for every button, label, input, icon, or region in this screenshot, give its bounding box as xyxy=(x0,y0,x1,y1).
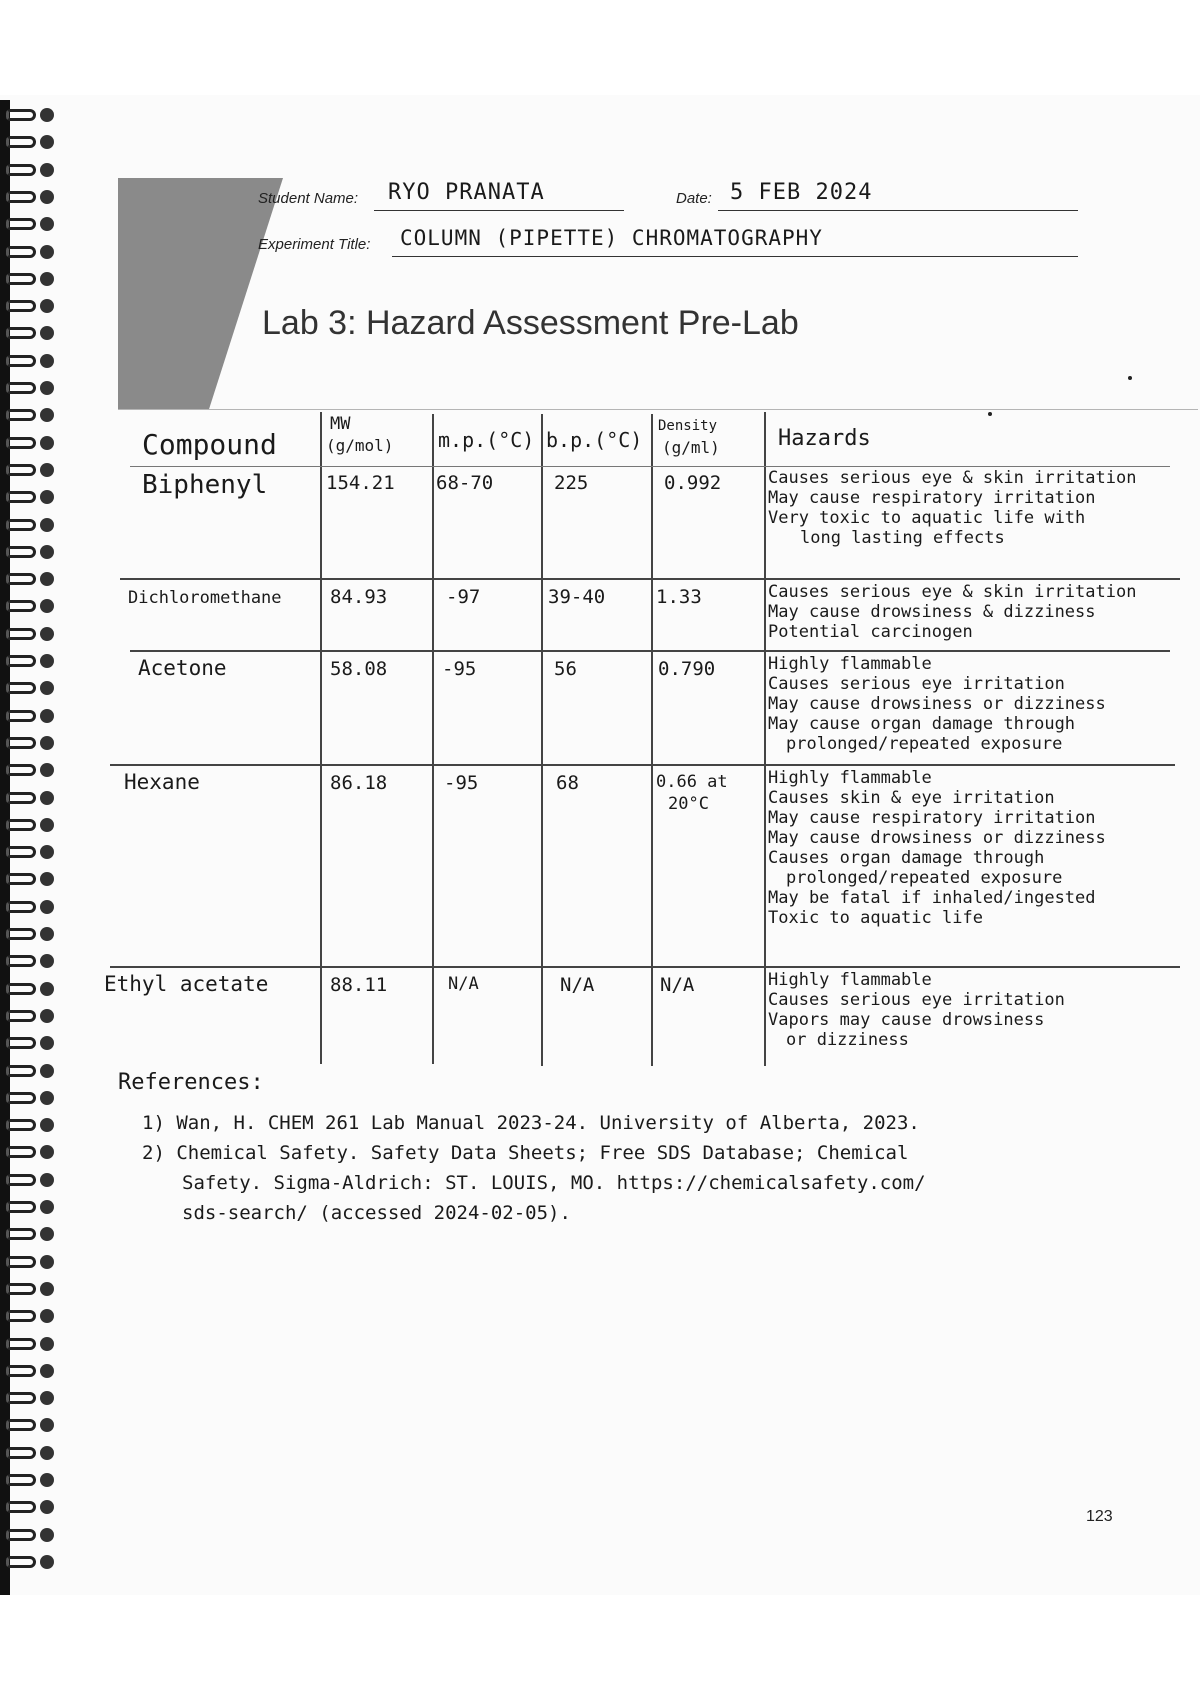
row-compound: Biphenyl xyxy=(142,470,268,500)
hazard-line: Vapors may cause drowsiness xyxy=(768,1010,1045,1030)
row-bp: 68 xyxy=(556,772,579,794)
hazard-line: Highly flammable xyxy=(768,768,932,788)
page-title: Lab 3: Hazard Assessment Pre-Lab xyxy=(262,304,799,342)
coil-hole xyxy=(40,627,54,641)
spiral-coil xyxy=(6,1006,56,1028)
row-density: 1.33 xyxy=(656,586,702,608)
coil-wire xyxy=(6,573,36,585)
hazard-line: Causes skin & eye irritation xyxy=(768,788,1055,808)
coil-wire xyxy=(6,355,36,367)
header-divider xyxy=(118,409,1198,410)
row-compound: Dichloromethane xyxy=(128,588,282,608)
coil-wire xyxy=(6,928,36,940)
spiral-coil xyxy=(6,132,56,154)
reference-line: Safety. Sigma-Aldrich: ST. LOUIS, MO. https://chemicalsafety.com/ xyxy=(182,1172,926,1194)
coil-hole xyxy=(40,245,54,259)
coil-hole xyxy=(40,490,54,504)
ink-dot xyxy=(988,412,992,416)
spiral-coil xyxy=(6,323,56,345)
spiral-coil xyxy=(6,1443,56,1465)
row-mp: -95 xyxy=(442,658,477,680)
coil-wire xyxy=(6,737,36,749)
coil-hole xyxy=(40,681,54,695)
spiral-coil xyxy=(6,1306,56,1328)
coil-hole xyxy=(40,599,54,613)
row-divider xyxy=(110,966,1180,968)
row-mw: 58.08 xyxy=(330,658,388,680)
coil-hole xyxy=(40,1255,54,1269)
row-mw: 86.18 xyxy=(330,772,388,794)
coil-hole xyxy=(40,572,54,586)
coil-hole xyxy=(40,518,54,532)
coil-hole xyxy=(40,326,54,340)
coil-wire xyxy=(6,1119,36,1131)
spiral-coil xyxy=(6,433,56,455)
coil-hole xyxy=(40,1282,54,1296)
header-bp: b.p.(°C) xyxy=(546,428,643,452)
spiral-coil xyxy=(6,405,56,427)
hazard-line: May cause respiratory irritation xyxy=(768,808,1096,828)
spiral-coil xyxy=(6,1197,56,1219)
header-density-unit: (g/ml) xyxy=(662,438,720,457)
coil-wire xyxy=(6,1146,36,1158)
coil-wire xyxy=(6,1228,36,1240)
coil-wire xyxy=(6,273,36,285)
hazard-line: Causes serious eye irritation xyxy=(768,674,1065,694)
hazard-line: Very toxic to aquatic life with xyxy=(768,508,1086,528)
coil-wire xyxy=(6,382,36,394)
reference-line: 2) Chemical Safety. Safety Data Sheets; Free SDS Database; Chemical xyxy=(142,1142,909,1164)
coil-hole xyxy=(40,900,54,914)
spiral-coil xyxy=(6,1224,56,1246)
hazard-line: or dizziness xyxy=(786,1030,909,1050)
spiral-coil xyxy=(6,1388,56,1410)
spiral-coil xyxy=(6,1142,56,1164)
coil-hole xyxy=(40,1364,54,1378)
coil-wire xyxy=(6,873,36,885)
header-mw: MW xyxy=(330,414,351,434)
coil-hole xyxy=(40,791,54,805)
coil-hole xyxy=(40,135,54,149)
hazard-line: prolonged/repeated exposure xyxy=(786,868,1063,888)
hazard-line: May cause organ damage through xyxy=(768,714,1076,734)
coil-wire xyxy=(6,983,36,995)
coil-hole xyxy=(40,982,54,996)
date-label: Date: xyxy=(676,190,712,207)
coil-hole xyxy=(40,354,54,368)
coil-wire xyxy=(6,1092,36,1104)
spiral-coil xyxy=(6,351,56,373)
coil-wire xyxy=(6,600,36,612)
coil-hole xyxy=(40,818,54,832)
spiral-coil xyxy=(6,951,56,973)
date-value: 5 FEB 2024 xyxy=(730,180,873,205)
row-bp: N/A xyxy=(560,974,595,996)
coil-wire xyxy=(6,109,36,121)
coil-wire xyxy=(6,218,36,230)
coil-wire xyxy=(6,437,36,449)
spiral-coil xyxy=(6,1279,56,1301)
spiral-coil xyxy=(6,378,56,400)
spiral-coil xyxy=(6,105,56,127)
coil-wire xyxy=(6,546,36,558)
coil-hole xyxy=(40,108,54,122)
date-line xyxy=(718,210,1078,211)
spiral-coil xyxy=(6,1170,56,1192)
spiral-coil xyxy=(6,1252,56,1274)
coil-hole xyxy=(40,954,54,968)
coil-wire xyxy=(6,1010,36,1022)
row-bp: 56 xyxy=(554,658,577,680)
spiral-coil xyxy=(6,460,56,482)
coil-wire xyxy=(6,1556,36,1568)
hazard-line: Causes serious eye & skin irritation xyxy=(768,582,1137,602)
col-divider xyxy=(541,414,543,1066)
coil-wire xyxy=(6,1310,36,1322)
spiral-coil xyxy=(6,1415,56,1437)
spiral-coil xyxy=(6,214,56,236)
spiral-coil xyxy=(6,624,56,646)
coil-wire xyxy=(6,682,36,694)
coil-hole xyxy=(40,1391,54,1405)
coil-wire xyxy=(6,710,36,722)
student-name-label: Student Name: xyxy=(258,190,359,207)
coil-hole xyxy=(40,1118,54,1132)
spiral-coil xyxy=(6,869,56,891)
student-name-line xyxy=(374,210,624,211)
coil-hole xyxy=(40,436,54,450)
row-density: 0.992 xyxy=(664,472,722,494)
coil-hole xyxy=(40,1309,54,1323)
header-compound: Compound xyxy=(142,428,277,461)
row-density: 0.790 xyxy=(658,658,716,680)
page-number: 123 xyxy=(1086,1508,1113,1525)
row-bp: 225 xyxy=(554,472,589,494)
coil-wire xyxy=(6,1256,36,1268)
hazard-line: Potential carcinogen xyxy=(768,622,973,642)
spiral-coil xyxy=(6,733,56,755)
row-compound: Acetone xyxy=(138,656,227,680)
coil-hole xyxy=(40,1036,54,1050)
spiral-coil xyxy=(6,1334,56,1356)
coil-hole xyxy=(40,654,54,668)
spiral-coil xyxy=(6,269,56,291)
row-divider xyxy=(130,466,1170,467)
coil-wire xyxy=(6,1501,36,1513)
coil-wire xyxy=(6,1037,36,1049)
coil-wire xyxy=(6,1201,36,1213)
references-heading: References: xyxy=(118,1070,264,1095)
coil-wire xyxy=(6,1419,36,1431)
coil-hole xyxy=(40,163,54,177)
spiral-coil xyxy=(6,651,56,673)
reference-line: sds-search/ (accessed 2024-02-05). xyxy=(182,1202,571,1224)
coil-wire xyxy=(6,1338,36,1350)
hazard-line: May cause drowsiness & dizziness xyxy=(768,602,1096,622)
coil-wire xyxy=(6,819,36,831)
student-name-value: RYO PRANATA xyxy=(388,180,545,205)
row-bp: 39-40 xyxy=(548,586,606,608)
row-density: 0.66 at xyxy=(656,772,728,792)
coil-hole xyxy=(40,1200,54,1214)
coil-wire xyxy=(6,464,36,476)
row-hazards xyxy=(768,582,1136,642)
spiral-coil xyxy=(6,596,56,618)
coil-wire xyxy=(6,409,36,421)
coil-wire xyxy=(6,164,36,176)
coil-hole xyxy=(40,1227,54,1241)
coil-hole xyxy=(40,463,54,477)
row-mw: 154.21 xyxy=(326,472,395,494)
coil-hole xyxy=(40,845,54,859)
row-mp: N/A xyxy=(448,974,479,994)
experiment-title-value: COLUMN (PIPETTE) CHROMATOGRAPHY xyxy=(400,226,823,250)
spiral-coil xyxy=(6,1497,56,1519)
coil-wire xyxy=(6,1529,36,1541)
coil-hole xyxy=(40,299,54,313)
coil-hole xyxy=(40,545,54,559)
coil-hole xyxy=(40,272,54,286)
hazard-line: Causes serious eye irritation xyxy=(768,990,1065,1010)
spiral-coil xyxy=(6,1470,56,1492)
coil-wire xyxy=(6,1174,36,1186)
spiral-binding xyxy=(0,105,60,1595)
coil-wire xyxy=(6,1447,36,1459)
coil-hole xyxy=(40,1418,54,1432)
spiral-coil xyxy=(6,1088,56,1110)
coil-wire xyxy=(6,300,36,312)
coil-wire xyxy=(6,1392,36,1404)
coil-hole xyxy=(40,872,54,886)
spiral-coil xyxy=(6,1525,56,1547)
coil-hole xyxy=(40,736,54,750)
spiral-coil xyxy=(6,1552,56,1574)
coil-wire xyxy=(6,327,36,339)
row-hazards xyxy=(768,654,1106,754)
spiral-coil xyxy=(6,706,56,728)
row-hazards xyxy=(768,970,1065,1050)
coil-hole xyxy=(40,1473,54,1487)
coil-wire xyxy=(6,764,36,776)
coil-wire xyxy=(6,1365,36,1377)
spiral-coil xyxy=(6,187,56,209)
coil-hole xyxy=(40,1173,54,1187)
coil-hole xyxy=(40,1064,54,1078)
spiral-coil xyxy=(6,160,56,182)
hazard-line: Highly flammable xyxy=(768,654,932,674)
spiral-coil xyxy=(6,788,56,810)
spiral-coil xyxy=(6,296,56,318)
coil-hole xyxy=(40,1091,54,1105)
row-divider xyxy=(110,764,1175,766)
spiral-coil xyxy=(6,487,56,509)
row-hazards xyxy=(768,468,1136,548)
coil-wire xyxy=(6,628,36,640)
spiral-coil xyxy=(6,815,56,837)
spiral-coil xyxy=(6,569,56,591)
row-density: N/A xyxy=(660,974,695,996)
coil-hole xyxy=(40,217,54,231)
row-mw: 88.11 xyxy=(330,974,388,996)
header-mw-unit: (g/mol) xyxy=(326,436,394,455)
header-mp: m.p.(°C) xyxy=(438,428,535,452)
coil-hole xyxy=(40,1009,54,1023)
coil-wire xyxy=(6,1283,36,1295)
row-mp: -95 xyxy=(444,772,479,794)
spiral-coil xyxy=(6,1061,56,1083)
row-mp: 68-70 xyxy=(436,472,494,494)
coil-hole xyxy=(40,381,54,395)
reference-line: 1) Wan, H. CHEM 261 Lab Manual 2023-24. University of Alberta, 2023. xyxy=(142,1112,920,1134)
hazard-line: May cause drowsiness or dizziness xyxy=(768,828,1106,848)
hazard-line: Causes organ damage through xyxy=(768,848,1045,868)
coil-wire xyxy=(6,491,36,503)
header-hazards: Hazards xyxy=(778,426,871,451)
coil-hole xyxy=(40,1555,54,1569)
hazard-line: Highly flammable xyxy=(768,970,932,990)
spiral-coil xyxy=(6,979,56,1001)
coil-hole xyxy=(40,763,54,777)
spiral-coil xyxy=(6,924,56,946)
coil-wire xyxy=(6,846,36,858)
row-divider xyxy=(120,578,1180,580)
coil-wire xyxy=(6,136,36,148)
coil-wire xyxy=(6,955,36,967)
coil-wire xyxy=(6,792,36,804)
coil-wire xyxy=(6,1065,36,1077)
hazard-line: Toxic to aquatic life xyxy=(768,908,983,928)
coil-hole xyxy=(40,1500,54,1514)
hazard-line: long lasting effects xyxy=(800,528,1005,548)
spiral-coil xyxy=(6,678,56,700)
coil-hole xyxy=(40,1145,54,1159)
col-divider xyxy=(651,414,653,1066)
coil-wire xyxy=(6,519,36,531)
spiral-coil xyxy=(6,760,56,782)
coil-hole xyxy=(40,1528,54,1542)
coil-wire xyxy=(6,655,36,667)
spiral-coil xyxy=(6,242,56,264)
coil-wire xyxy=(6,191,36,203)
spiral-coil xyxy=(6,897,56,919)
spiral-coil xyxy=(6,842,56,864)
coil-hole xyxy=(40,709,54,723)
coil-hole xyxy=(40,190,54,204)
spiral-coil xyxy=(6,1361,56,1383)
experiment-title-line xyxy=(392,256,1078,257)
row-hazards xyxy=(768,768,1106,928)
hazard-line: May cause respiratory irritation xyxy=(768,488,1096,508)
coil-hole xyxy=(40,1446,54,1460)
header-density: Density xyxy=(658,418,718,434)
hazard-line: May cause drowsiness or dizziness xyxy=(768,694,1106,714)
row-compound: Hexane xyxy=(124,770,200,794)
ink-dot xyxy=(1128,376,1132,380)
row-compound: Ethyl acetate xyxy=(104,972,269,996)
spiral-coil xyxy=(6,515,56,537)
coil-hole xyxy=(40,408,54,422)
row-divider xyxy=(130,650,1170,652)
row-mp: -97 xyxy=(446,586,481,608)
coil-wire xyxy=(6,246,36,258)
coil-wire xyxy=(6,901,36,913)
spiral-coil xyxy=(6,542,56,564)
hazard-line: prolonged/repeated exposure xyxy=(786,734,1063,754)
coil-hole xyxy=(40,1337,54,1351)
coil-wire xyxy=(6,1474,36,1486)
coil-hole xyxy=(40,927,54,941)
row-density-note: 20°C xyxy=(668,794,709,814)
hazard-line: May be fatal if inhaled/ingested xyxy=(768,888,1096,908)
hazard-line: Causes serious eye & skin irritation xyxy=(768,468,1137,488)
spiral-coil xyxy=(6,1115,56,1137)
spiral-coil xyxy=(6,1033,56,1055)
row-mw: 84.93 xyxy=(330,586,388,608)
experiment-title-label: Experiment Title: xyxy=(258,236,371,253)
